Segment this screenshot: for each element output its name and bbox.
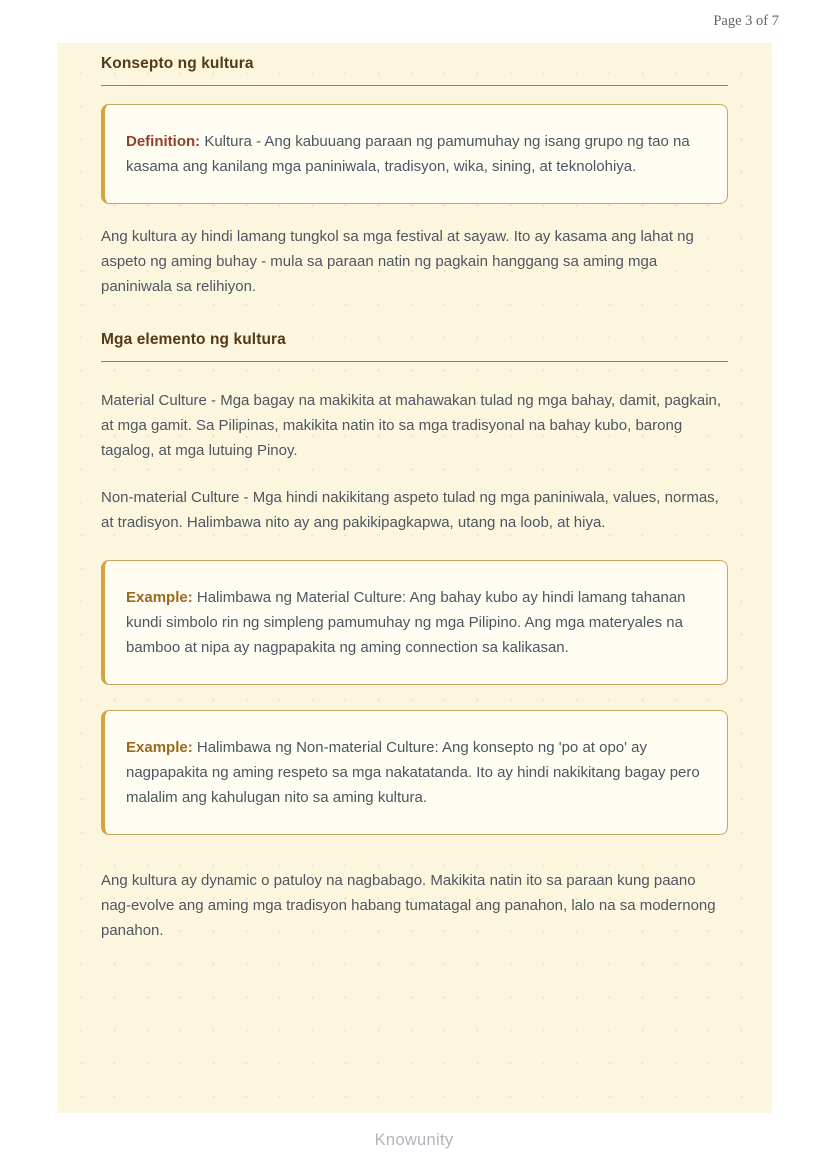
example-callout-material bbox=[101, 560, 728, 685]
brand-footer: Knowunity bbox=[374, 1131, 454, 1149]
page-indicator: Page 3 of 7 bbox=[713, 13, 779, 29]
section-heading-mga-elemento-ng-kultura: Mga elemento ng kultura bbox=[101, 331, 728, 362]
paragraph-kultura-intro: Ang kultura ay hindi lamang tungkol sa mga festival at sayaw. Ito ay kasama ang lahat ng aspeto ng aming buhay - mula sa paraan natin ng pagkain hanggang sa aming mga paniniwala sa relihiyon. bbox=[101, 228, 694, 295]
document-page bbox=[57, 43, 772, 1113]
definition-text: Kultura - Ang kabuuang paraan ng pamumuhay ng isang grupo ng tao na kasama ang kanilang mga paniniwala, tradisyon, wika, sining, at teknolohiya. bbox=[126, 133, 690, 175]
section-heading-konsepto-ng-kultura: Konsepto ng kultura bbox=[101, 55, 728, 86]
definition-label: Definition: bbox=[126, 133, 201, 150]
example-callout-non-material bbox=[101, 710, 728, 835]
definition-callout bbox=[101, 104, 728, 204]
paragraph-kultura-dynamic: Ang kultura ay dynamic o patuloy na nagbabago. Makikita natin ito sa paraan kung paano nag-evolve ang aming mga tradisyon habang tumatagal ang panahon, lalo na sa modernong panahon. bbox=[101, 872, 716, 939]
paragraph-non-material-culture: Non-material Culture - Mga hindi nakikitang aspeto tulad ng mga paniniwala, values, normas, at tradisyon. Halimbawa nito ay ang pakikipagkapwa, utang na loob, at hiya. bbox=[101, 489, 719, 531]
example-text: Halimbawa ng Non-material Culture: Ang konsepto ng 'po at opo' ay nagpapakita ng aming respeto sa mga nakatatanda. Ito ay hindi nakikitang bagay pero malalim ang kahulugan nito sa aming kultura. bbox=[126, 739, 700, 806]
paragraph-material-culture: Material Culture - Mga bagay na makikita at mahawakan tulad ng mga bahay, damit, pagkain, at mga gamit. Sa Pilipinas, makikita natin ito sa mga tradisyonal na bahay kubo, barong tagalog, at mga lutuing Pinoy. bbox=[101, 392, 722, 459]
example-text: Halimbawa ng Material Culture: Ang bahay kubo ay hindi lamang tahanan kundi simbolo rin ng simpleng pamumuhay ng mga Pilipino. Ang mga materyales na bamboo at nipa ay nagpapakita ng aming connection sa kalikasan. bbox=[126, 589, 686, 656]
example-label: Example: bbox=[126, 739, 193, 756]
example-label: Example: bbox=[126, 589, 193, 606]
